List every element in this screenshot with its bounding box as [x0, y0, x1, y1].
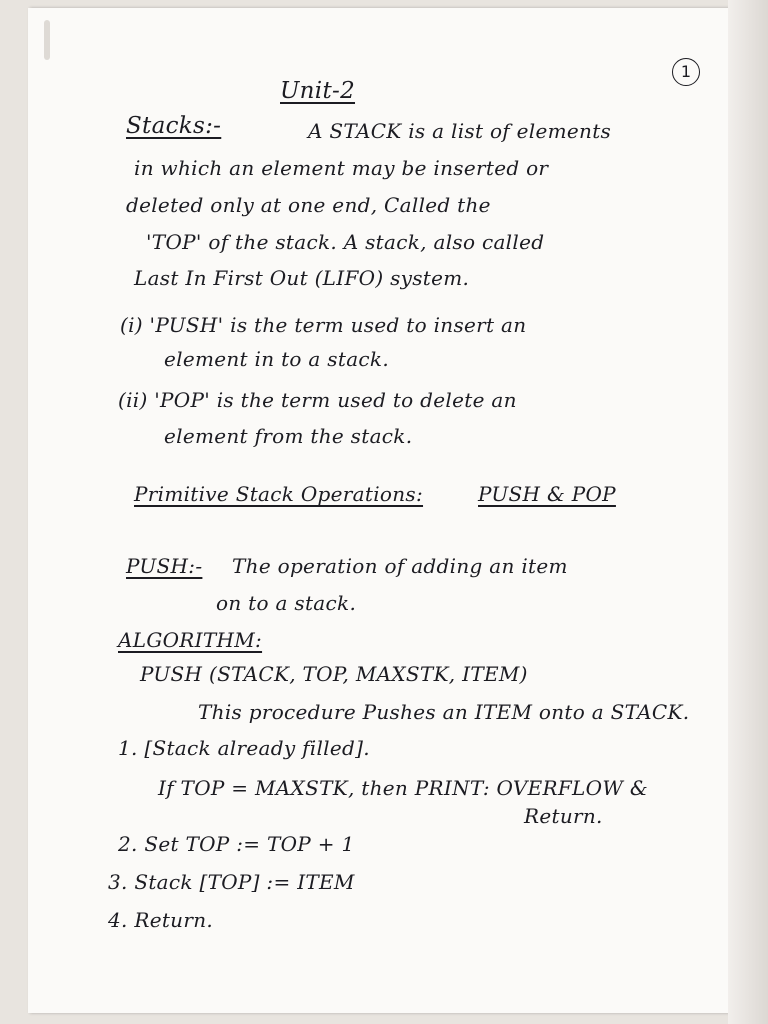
stacks-heading: Stacks:-: [126, 113, 222, 139]
stacks-definition-line: deleted only at one end, Called the: [126, 193, 491, 217]
pop-term-line: element from the stack.: [164, 424, 413, 448]
page-number: 1: [672, 58, 700, 86]
algorithm-step: 4. Return.: [108, 908, 214, 932]
algorithm-heading: ALGORITHM:: [118, 628, 263, 652]
algorithm-step: Return.: [524, 804, 603, 828]
push-description: on to a stack.: [216, 591, 357, 615]
algorithm-signature: PUSH (STACK, TOP, MAXSTK, ITEM): [140, 662, 528, 686]
algorithm-step: 1. [Stack already filled].: [118, 736, 370, 760]
algorithm-step: If TOP = MAXSTK, then PRINT: OVERFLOW &: [158, 776, 648, 800]
algorithm-step: 2. Set TOP := TOP + 1: [118, 832, 355, 856]
push-heading: PUSH:-: [126, 554, 203, 578]
push-term-line: (i) 'PUSH' is the term used to insert an: [120, 313, 527, 337]
stacks-definition-line: 'TOP' of the stack. A stack, also called: [146, 230, 545, 254]
stacks-definition-line: in which an element may be inserted or: [134, 156, 549, 180]
pop-term-line: (ii) 'POP' is the term used to delete an: [118, 388, 517, 412]
primitive-operations-list: PUSH & POP: [478, 482, 616, 506]
page-edge: [728, 0, 768, 1024]
push-description: The operation of adding an item: [232, 554, 568, 578]
binding-mark: [44, 20, 50, 60]
stacks-definition-line: A STACK is a list of elements: [308, 119, 612, 143]
primitive-operations-heading: Primitive Stack Operations:: [134, 482, 424, 506]
algorithm-step: 3. Stack [TOP] := ITEM: [108, 870, 355, 894]
unit-title: Unit-2: [280, 78, 356, 104]
stacks-definition-line: Last In First Out (LIFO) system.: [134, 266, 470, 290]
push-term-line: element in to a stack.: [164, 347, 389, 371]
algorithm-note: This procedure Pushes an ITEM onto a STACK.: [198, 700, 690, 724]
